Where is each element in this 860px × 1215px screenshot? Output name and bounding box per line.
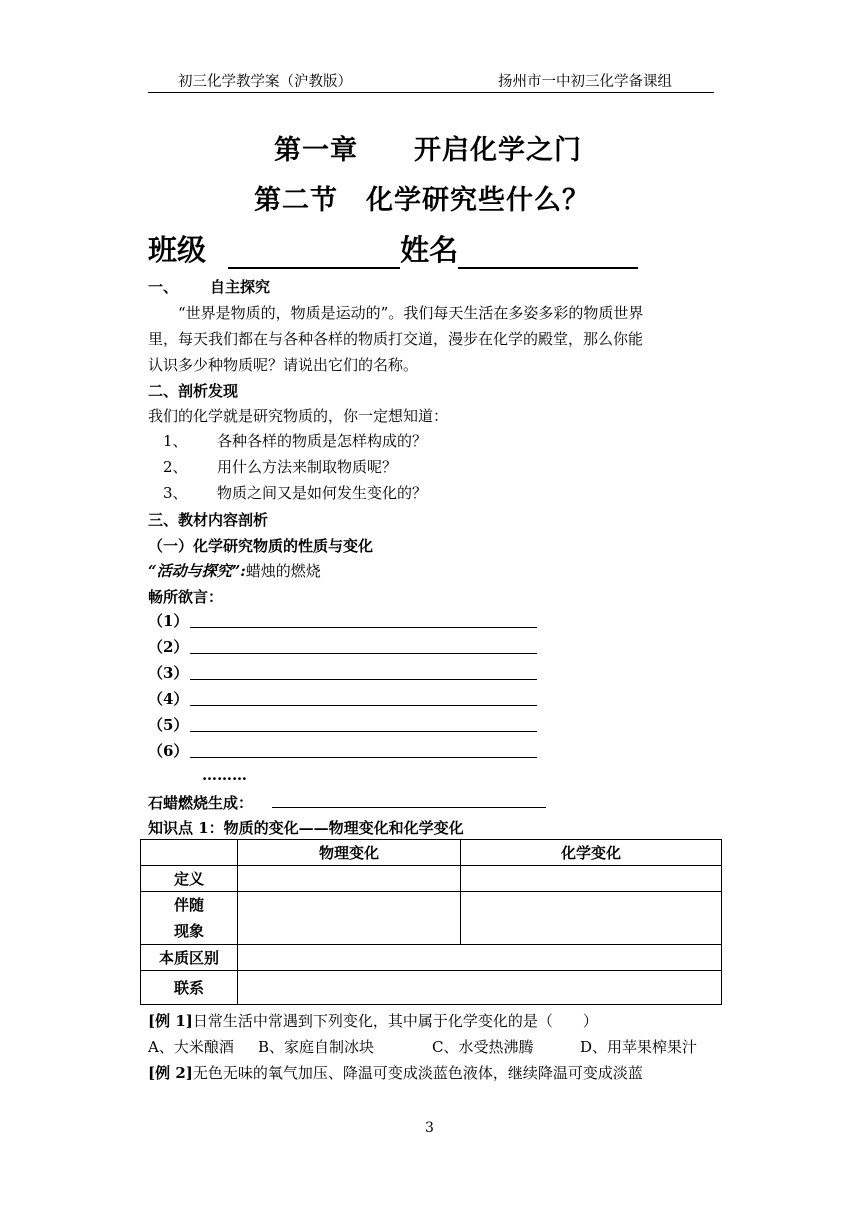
answer-blank[interactable] xyxy=(190,653,537,654)
class-blank[interactable] xyxy=(228,237,400,269)
table-row xyxy=(141,892,722,945)
section-title: 第二节 化学研究些什么？ xyxy=(254,185,590,216)
part1-para-line: “世界是物质的，物质是运动的”。我们每天生活在多姿多彩的物质世界 xyxy=(178,304,644,322)
activity-label: “活动与探究”: xyxy=(148,562,246,580)
activity-text: 蜡烛的燃烧 xyxy=(245,562,321,580)
part3-heading: 三、教材内容剖析 xyxy=(148,511,269,529)
example-2 xyxy=(148,1062,643,1083)
answer-blank[interactable] xyxy=(190,705,537,706)
answer-label: （3） xyxy=(148,664,189,682)
phenomenon-physical-cell[interactable] xyxy=(238,892,461,945)
answer-blank[interactable] xyxy=(190,731,537,732)
header-left: 初三化学教学案（沪教版） xyxy=(178,74,352,90)
col-chemical-header: 化学变化 xyxy=(461,840,722,866)
example-2-tag: [例 2] xyxy=(148,1064,193,1082)
answer-label: （5） xyxy=(148,716,189,734)
row-phenomenon-label xyxy=(141,892,238,945)
example-1-option: D、用苹果榨果汁 xyxy=(580,1038,698,1056)
row-essence-label: 本质区别 xyxy=(141,945,238,971)
answer-label: （4） xyxy=(148,690,189,708)
part1-heading: 自主探究 xyxy=(210,278,271,296)
example-1-tag: [例 1] xyxy=(148,1012,193,1030)
name-label: 姓名 xyxy=(400,233,459,267)
answer-blank[interactable] xyxy=(190,757,537,758)
header-right: 扬州市一中初三化学备课组 xyxy=(498,74,672,90)
answer-label: （6） xyxy=(148,742,189,760)
question-number: 1、 xyxy=(163,432,188,450)
question-number: 2、 xyxy=(163,458,188,476)
answer-label: （1） xyxy=(148,612,189,630)
knowledge-table xyxy=(140,839,722,1005)
activity-line xyxy=(148,560,321,581)
answer-blank[interactable] xyxy=(190,627,537,628)
part1-para-line: 认识多少种物质呢？请说出它们的名称。 xyxy=(148,356,419,374)
row-definition-label: 定义 xyxy=(141,866,238,892)
name-blank[interactable] xyxy=(458,237,638,269)
wax-label: 石蜡燃烧生成： xyxy=(148,794,254,812)
question-text: 用什么方法来制取物质呢？ xyxy=(217,458,398,476)
header-rule xyxy=(148,92,714,93)
speak-label: 畅所欲言： xyxy=(148,588,224,606)
row-relation-label: 联系 xyxy=(141,971,238,1005)
question-number: 3、 xyxy=(163,484,188,502)
table-corner-cell xyxy=(141,840,238,866)
class-name-row xyxy=(148,228,638,269)
part1-number: 一、 xyxy=(148,278,179,296)
question-text: 各种各样的物质是怎样构成的？ xyxy=(217,432,428,450)
row-phenomenon-label-line: 现象 xyxy=(173,922,204,940)
part2-intro: 我们的化学就是研究物质的，你一定想知道： xyxy=(148,407,449,425)
knowledge-point: 知识点 1：物质的变化——物理变化和化学变化 xyxy=(148,819,464,837)
question-text: 物质之间又是如何发生变化的？ xyxy=(217,484,428,502)
row-phenomenon-label-line: 伴随 xyxy=(173,896,204,914)
example-1-text: 日常生活中常遇到下列变化，其中属于化学变化的是（ ） xyxy=(192,1012,598,1030)
class-label: 班级 xyxy=(148,233,207,267)
example-1-option: C、水受热沸腾 xyxy=(432,1038,534,1056)
answer-blank[interactable] xyxy=(190,679,537,680)
part3-subheading: （一）化学研究物质的性质与变化 xyxy=(148,537,374,555)
phenomenon-chemical-cell[interactable] xyxy=(461,892,722,945)
table-row xyxy=(141,945,722,971)
table-row xyxy=(141,866,722,892)
part2-heading: 二、剖析发现 xyxy=(148,382,239,400)
definition-physical-cell[interactable] xyxy=(238,866,461,892)
answer-label: （2） xyxy=(148,638,189,656)
example-1-option: B、家庭自制冰块 xyxy=(258,1038,375,1056)
example-1 xyxy=(148,1010,598,1031)
part1-para-line: 里，每天我们都在与各种各样的物质打交道，漫步在化学的殿堂，那么你能 xyxy=(148,330,644,348)
example-1-option: A、大米酿酒 xyxy=(148,1038,234,1056)
col-physical-header: 物理变化 xyxy=(238,840,461,866)
relation-cell[interactable] xyxy=(238,971,722,1005)
table-row xyxy=(141,840,722,866)
example-2-text: 无色无味的氧气加压、降温可变成淡蓝色液体，继续降温可变成淡蓝 xyxy=(192,1064,643,1082)
wax-blank[interactable] xyxy=(272,807,546,808)
essence-cell[interactable] xyxy=(238,945,722,971)
page-number: 3 xyxy=(425,1120,434,1136)
definition-chemical-cell[interactable] xyxy=(461,866,722,892)
chapter-title: 第一章 开启化学之门 xyxy=(274,135,582,166)
table-row xyxy=(141,971,722,1005)
ellipsis: ……… xyxy=(202,766,247,784)
